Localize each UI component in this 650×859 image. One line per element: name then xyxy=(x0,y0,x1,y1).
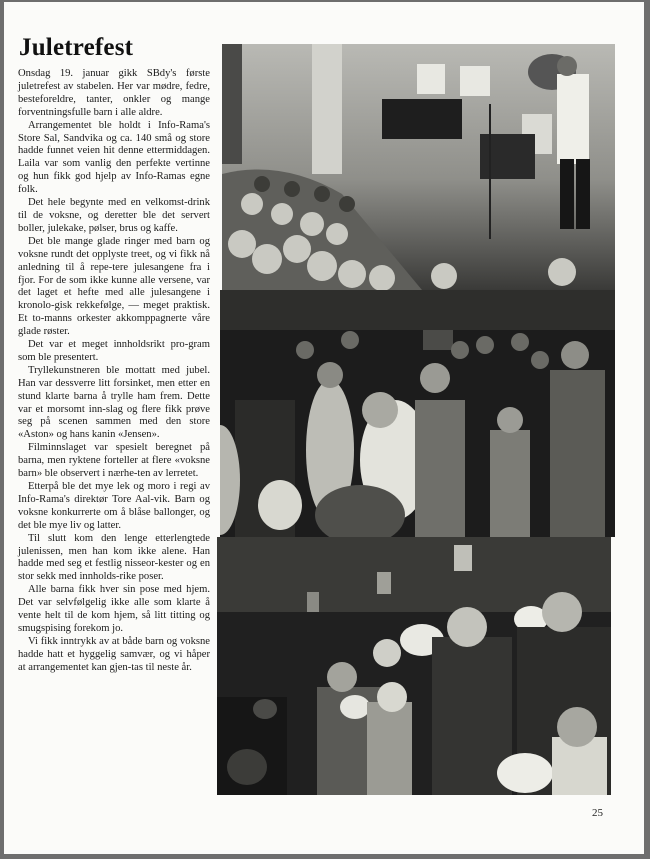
paragraph-bags: Alle barna fikk hver sin pose med hjem. Det var selvfølgelig ikke alle som klarte å vente helt til de kom hjem, så litt titting og smugspising forekom jo. xyxy=(18,584,210,634)
photo-gathered-guests xyxy=(220,290,615,537)
paragraph-songs: Det ble mange glade ringer med barn og voksne rundt det opplyste treet, og vi fikk nå anledning til å repe-tere julesangene fra i fjor. For de som ikke kunne alle versene, var det laget et hefte med alle julesangene i kronolo-gisk rekkefølge, — meget praktisk. Et to-manns orkester akkomppagnerte våre glade røster. xyxy=(18,235,210,338)
page-number: 25 xyxy=(592,807,603,819)
paragraph-games: Etterpå ble det mye lek og moro i regi av Info-Rama's direktør Tore Aal-vik. Barn og voksne konkurrerte om å blåse ballonger, og det ble mye liv og latter. xyxy=(18,481,210,531)
magazine-page xyxy=(4,2,644,854)
article-body xyxy=(18,68,210,675)
paragraph-magician: Tryllekunstneren ble mottatt med jubel. Han var dessverre litt forsinket, men etter en stund klarte barna å trylle ham frem. Dette var et morsomt inn-slag og flere fikk prøve seg på scenen sammen med den store «Aston» og hans kanin «Jensen». xyxy=(18,364,210,441)
paragraph-santa: Til slutt kom den lenge etterlengtede julenissen, men han kom ikke alene. Han hadde med seg et festlig nisseor-kester og en stor sekk med innholds-rike poser. xyxy=(18,532,210,583)
paragraph-program: Det var et meget innholdsrikt pro-gram som ble presentert. xyxy=(18,339,210,363)
article-headline: Juletrefest xyxy=(19,34,134,61)
photo-stage-musicians xyxy=(222,44,615,290)
paragraph-welcome: Det hele begynte med en velkomst-drink til de voksne, og deretter ble det servert boller, julekake, pølser, brus og kaffe. xyxy=(18,197,210,234)
paragraph-film: Filminnslaget var spesielt beregnet på barna, men ryktene forteller at flere «voksne barn» ble observert i nærhe-ten av lerretet. xyxy=(18,442,210,480)
paragraph-venue: Arrangementet ble holdt i Info-Rama's Store Sal, Sandvika og ca. 140 små og store hadde funnet veien hit denne ettermiddagen. Laila var som vanlig den perfekte vertinne og hun fikk god hjelp av Info-Ramas egne folk. xyxy=(18,119,210,196)
photo-balloon-contest xyxy=(217,537,611,795)
paragraph-closing: Vi fikk inntrykk av at både barn og voksne hadde hatt et hyggelig samvær, og vi håper at arrangementet kan gjen-tas til neste år. xyxy=(18,635,210,673)
paragraph-intro: Onsdag 19. januar gikk SBdy's første juletrefest av stabelen. Her var mødre, fedre, besteforeldre, tanter, onkler og mange forventningsfulle barn i alle aldre. xyxy=(18,68,210,118)
